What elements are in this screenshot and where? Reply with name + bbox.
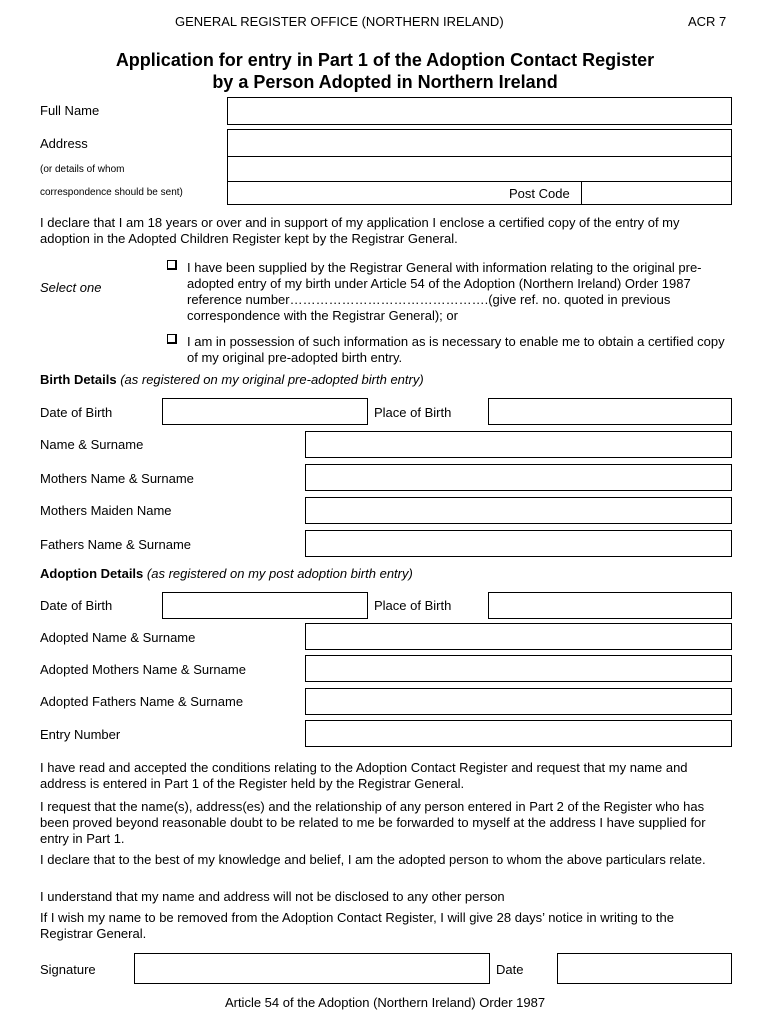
adoption-place-label: Place of Birth (374, 598, 452, 613)
birth-details-subtitle: (as registered on my original pre-adopted birth entry) (120, 372, 424, 387)
signature-label: Signature (40, 962, 96, 977)
adoption-dob-label: Date of Birth (40, 598, 113, 613)
entry-number-field[interactable] (305, 720, 732, 747)
birth-name-field[interactable] (305, 431, 732, 458)
statement-accept-conditions: I have read and accepted the conditions relating to the Adoption Contact Register and request that my name and address is entered in Part 1 of the Register held by the Registrar General. (40, 760, 688, 791)
footer-note: Article 54 of the Adoption (Northern Ireland) Order 1987 (224, 995, 546, 1010)
date-field[interactable] (557, 953, 732, 984)
adoption-place-field[interactable] (488, 592, 732, 619)
full-name-label: Full Name (40, 103, 100, 118)
statement-removal-notice: If I wish my name to be removed from the Adoption Contact Register, I will give 28 days’ notice in writing to the Registrar General. (40, 910, 674, 941)
adoption-dob-field[interactable] (162, 592, 368, 619)
statement-declare-adopted: I declare that to the best of my knowledge and belief, I am the adopted person to whom the above particulars relate. (40, 852, 706, 867)
full-name-field[interactable] (227, 97, 732, 125)
address-label: Address (40, 136, 88, 151)
birth-dob-label: Date of Birth (40, 405, 113, 420)
post-code-label: Post Code (509, 186, 570, 201)
birth-name-label: Name & Surname (40, 437, 144, 452)
page-title (0, 49, 770, 93)
birth-place-field[interactable] (488, 398, 732, 425)
signature-field[interactable] (134, 953, 490, 984)
date-label: Date (496, 962, 524, 977)
option-2-checkbox[interactable] (167, 334, 177, 344)
adoption-details-title: Adoption Details (40, 566, 144, 581)
statement-request-forward: I request that the name(s), address(es) and the relationship of any person entered in Part 2 of the Register who has been proved beyond reasonable doubt to be related to me be forwarded to myself at the address I have supplied for entry in Part 1. (40, 799, 706, 846)
statement-non-disclosure: I understand that my name and address will not be disclosed to any other person (40, 889, 505, 904)
birth-fathers-name-label: Fathers Name & Surname (40, 537, 192, 552)
option-1-text: I have been supplied by the Registrar General with information relating to the original pre-adopted entry of my birth under Article 54 of the Adoption (Northern Ireland) Order 1987 reference number……………………………………….(give ref. no. quoted in previous correspondence with the Registrar General); or (187, 260, 702, 323)
select-one-label: Select one (40, 280, 102, 295)
option-1-checkbox[interactable] (167, 260, 177, 270)
post-code-field[interactable] (581, 181, 732, 205)
adoption-details-heading (40, 566, 413, 581)
adopted-name-field[interactable] (305, 623, 732, 650)
birth-details-title: Birth Details (40, 372, 117, 387)
birth-mothers-maiden-label: Mothers Maiden Name (40, 503, 172, 518)
birth-mothers-name-label: Mothers Name & Surname (40, 471, 194, 486)
form-code: ACR 7 (688, 14, 727, 29)
title-line-1: Application for entry in Part 1 of the Adoption Contact Register (115, 50, 655, 70)
title-line-2: by a Person Adopted in Northern Ireland (212, 72, 558, 92)
adopted-mothers-label: Adopted Mothers Name & Surname (40, 662, 246, 677)
adoption-details-subtitle: (as registered on my post adoption birth entry) (146, 566, 413, 581)
declaration-intro: I declare that I am 18 years or over and in support of my application I enclose a certified copy of the entry of my adoption in the Adopted Children Register kept by the Registrar General. (40, 215, 680, 246)
address-note-2: correspondence should be sent) (40, 187, 183, 198)
option-2-text: I am in possession of such information as is necessary to enable me to obtain a certified copy of my original pre-adopted birth entry. (187, 334, 725, 365)
adopted-fathers-field[interactable] (305, 688, 732, 715)
birth-details-heading (40, 372, 424, 387)
birth-place-label: Place of Birth (374, 405, 452, 420)
adopted-mothers-field[interactable] (305, 655, 732, 682)
birth-dob-field[interactable] (162, 398, 368, 425)
entry-number-label: Entry Number (40, 727, 121, 742)
adopted-name-label: Adopted Name & Surname (40, 630, 196, 645)
office-header: GENERAL REGISTER OFFICE (NORTHERN IRELAND) (175, 14, 504, 29)
address-note-1: (or details of whom (40, 164, 125, 175)
birth-mothers-name-field[interactable] (305, 464, 732, 491)
birth-mothers-maiden-field[interactable] (305, 497, 732, 524)
birth-fathers-name-field[interactable] (305, 530, 732, 557)
adopted-fathers-label: Adopted Fathers Name & Surname (40, 694, 244, 709)
address-field-line-1[interactable] (227, 129, 732, 157)
address-field-line-2[interactable] (227, 156, 732, 182)
